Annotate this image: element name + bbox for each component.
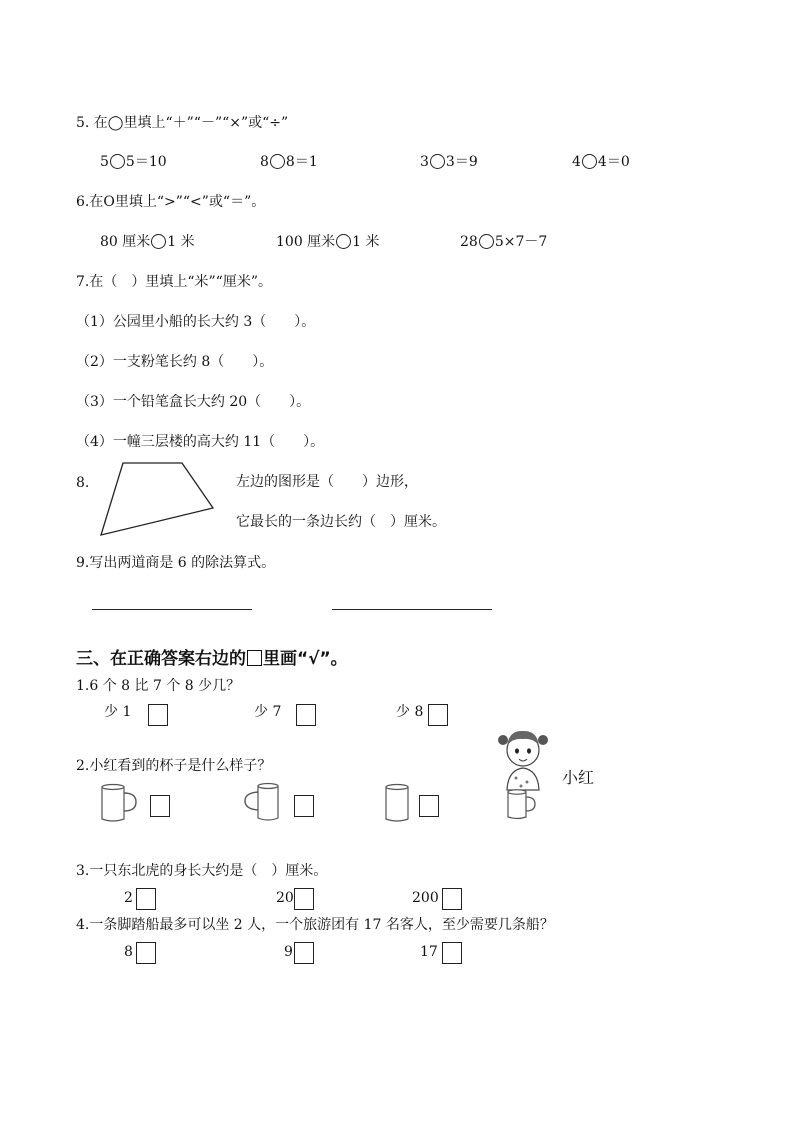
answer-checkbox[interactable] [294, 795, 314, 817]
answer-checkbox[interactable] [442, 942, 462, 964]
answer-line[interactable] [92, 609, 252, 610]
option-label: 2 [124, 890, 133, 906]
option-label: 20 [276, 890, 294, 906]
girl-illustration [494, 720, 552, 792]
q6-item: 100 厘米 1 米 [276, 234, 380, 250]
answer-checkbox[interactable] [294, 942, 314, 964]
q5-item: 4 4＝0 [572, 154, 630, 170]
checkbox-symbol [247, 650, 262, 666]
answer-circle[interactable] [336, 234, 351, 249]
option-label: 9 [284, 944, 293, 960]
answer-circle[interactable] [430, 154, 445, 169]
quadrilateral-figure [96, 458, 220, 540]
option-label: 少 7 [254, 704, 282, 720]
answer-circle[interactable] [270, 154, 285, 169]
cup-angled-handle-icon [242, 780, 286, 824]
answer-circle[interactable] [479, 234, 494, 249]
answer-checkbox[interactable] [150, 795, 170, 817]
answer-checkbox[interactable] [442, 888, 462, 910]
s3q2-title: 2.小红看到的杯子是什么样子？ [76, 758, 272, 774]
q7-item: （1）公园里小船的长大约 3（ ）。 [76, 314, 316, 330]
q6-item: 80 厘米 1 米 [100, 234, 195, 250]
q5-item: 3 3＝9 [420, 154, 478, 170]
answer-checkbox[interactable] [296, 704, 316, 726]
q7-title: 7.在（ ）里填上“米”“厘米”。 [76, 274, 272, 290]
option-label: 17 [420, 944, 438, 960]
q5-item: 8 8＝1 [260, 154, 318, 170]
option-label: 少 1 [104, 704, 132, 720]
q8-line1: 左边的图形是（ ）边形， [236, 474, 418, 490]
answer-checkbox[interactable] [136, 888, 156, 910]
answer-checkbox[interactable] [419, 795, 439, 817]
section-heading: 三、在正确答案右边的 里画“√”。 [76, 649, 348, 669]
cup-side-handle-icon [98, 782, 140, 824]
cup-small-icon [504, 788, 538, 822]
option-label: 少 8 [396, 704, 424, 720]
s3q4-title: 4.一条脚踏船最多可以坐 2 人，一个旅游团有 17 名客人，至少需要几条船？ [76, 917, 554, 933]
q7-item: （4）一幢三层楼的高大约 11（ ）。 [76, 434, 325, 450]
answer-circle[interactable] [110, 154, 125, 169]
option-label: 8 [124, 944, 133, 960]
q6-title: 6.在O里填上“>”“<”或“＝”。 [76, 194, 266, 210]
option-label: 200 [412, 890, 439, 906]
q5-item: 5 5＝10 [100, 154, 167, 170]
q7-item: （3）一个铅笔盒长大约 20（ ）。 [76, 394, 311, 410]
answer-circle[interactable] [151, 234, 166, 249]
girl-label: 小红 [562, 768, 595, 787]
answer-checkbox[interactable] [136, 942, 156, 964]
cup-no-handle-icon [382, 782, 412, 824]
answer-checkbox[interactable] [148, 704, 168, 726]
q8-line2: 它最长的一条边长约（ ）厘米。 [236, 514, 446, 530]
answer-line[interactable] [332, 609, 492, 610]
s3q1-title: 1.6 个 8 比 7 个 8 少几？ [76, 678, 241, 694]
answer-checkbox[interactable] [294, 888, 314, 910]
q7-item: （2）一支粉笔长约 8（ ）。 [76, 354, 274, 370]
answer-circle[interactable] [582, 154, 597, 169]
q5-title: 5. 在◯里填上“＋”“－”“×”或“÷” [76, 115, 289, 131]
q8-number: 8. [76, 475, 90, 491]
q6-item: 28 5×7－7 [460, 234, 548, 250]
answer-checkbox[interactable] [428, 704, 448, 726]
q9-title: 9.写出两道商是 6 的除法算式。 [76, 555, 276, 571]
s3q3-title: 3.一只东北虎的身长大约是（ ）厘米。 [76, 863, 328, 879]
